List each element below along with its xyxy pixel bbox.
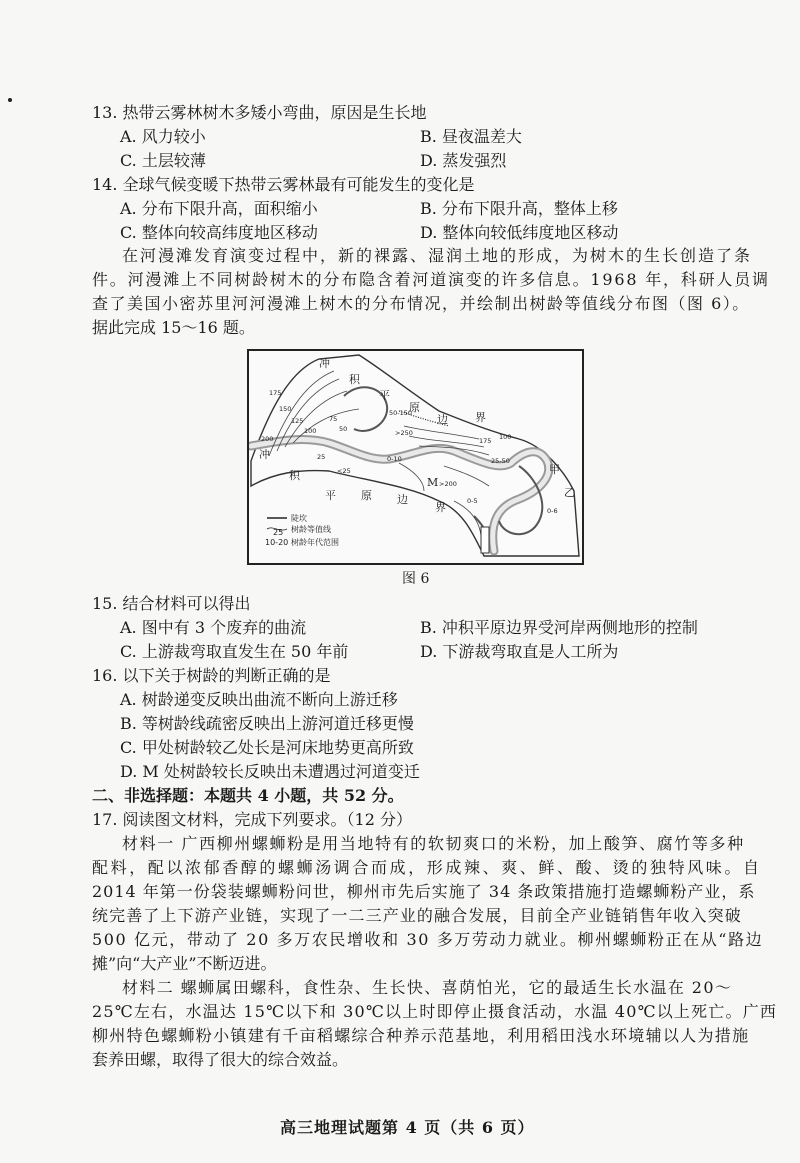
legend-range: 树龄年代范围 — [291, 538, 339, 547]
page-speck — [8, 98, 12, 102]
tree-age-map — [249, 351, 582, 563]
material-1-line-2: 配料，配以浓郁香醇的螺蛳汤调合而成，形成辣、爽、鲜、酸、烫的独特风味。自 — [92, 858, 762, 877]
q13-option-a: A. 风力较小 — [120, 127, 206, 146]
material-1-line-6: 摊”向“大产业”不断迈进。 — [92, 954, 277, 973]
isoline-value-150: 150 — [279, 405, 292, 413]
q16-option-b: B. 等树龄线疏密反映出上游河道迁移更慢 — [120, 714, 414, 733]
isoline-value-100: 100 — [304, 427, 317, 435]
q13-option-c: C. 土层较薄 — [120, 151, 206, 170]
q16-option-d: D. M 处树龄较长反映出未遭遇过河道变迁 — [120, 762, 420, 781]
range-under-25: <25 — [337, 467, 351, 475]
material-1-line-3: 2014 年第一份袋装螺蛳粉问世，柳州市先后实施了 34 条政策措施打造螺蛳粉产业，系 — [92, 882, 756, 901]
q15-option-a: A. 图中有 3 个废弃的曲流 — [120, 618, 307, 637]
legend-scarp: 陡坎 — [291, 514, 307, 523]
label-top-ping: 平 — [379, 389, 390, 402]
material-2-line-4: 套养田螺，取得了很大的综合效益。 — [92, 1050, 349, 1069]
q17-stem: 17. 阅读图文材料，完成下列要求。（12 分） — [92, 810, 412, 829]
page-footer: 高三地理试题第 4 页（共 6 页） — [280, 1118, 535, 1137]
label-top-chong: 冲 — [319, 357, 330, 370]
intro-line-3: 查了美国小密苏里河河漫滩上树木的分布情况，并绘制出树龄等值线分布图（图 6）。 — [92, 294, 750, 313]
isoline-value-200: 200 — [261, 435, 274, 443]
q14-option-d: D. 整体向较低纬度地区移动 — [420, 223, 619, 242]
q14-option-b: B. 分布下限升高，整体上移 — [420, 199, 618, 218]
q16-stem: 16. 以下关于树龄的判断正确的是 — [92, 666, 331, 685]
material-1-line-5: 500 亿元，带动了 20 多万农民增收和 30 多万劳动力就业。柳州螺蛳粉正在从“路边 — [92, 930, 764, 949]
material-2-line-2: 25℃左右，水温达 15℃以下和 30℃以上时即停止摄食活动，水温 40℃以上死亡。广西 — [92, 1002, 778, 1021]
label-m: M — [427, 476, 439, 489]
q15-option-c: C. 上游裁弯取直发生在 50 年前 — [120, 642, 349, 661]
isoline-value-125: 125 — [291, 417, 304, 425]
q15-option-b: B. 冲积平原边界受河岸两侧地形的控制 — [420, 618, 698, 637]
label-top-ji: 积 — [349, 373, 360, 386]
isoline-value-50: 50 — [339, 425, 348, 433]
intro-line-4: 据此完成 15～16 题。 — [92, 318, 255, 337]
legend-isoline: 树龄等值线 — [291, 525, 331, 534]
q13-stem: 13. 热带云雾林树木多矮小弯曲，原因是生长地 — [92, 103, 427, 122]
intro-line-2: 件。河漫滩上不同树龄树木的分布隐含着河道演变的许多信息。1968 年，科研人员调 — [92, 270, 770, 289]
material-2-line-1: 材料二 螺蛳属田螺科，食性杂、生长快、喜荫怕光，它的最适生长水温在 20～ — [122, 978, 733, 997]
label-bot-yuan: 原 — [361, 489, 372, 502]
range-50-150: 50-150 — [389, 409, 413, 417]
q14-stem: 14. 全球气候变暖下热带云雾林最有可能发生的变化是 — [92, 175, 475, 194]
isoline-value-175: 175 — [269, 389, 282, 397]
range-over-250: >250 — [395, 429, 413, 437]
q13-option-b: B. 昼夜温差大 — [420, 127, 522, 146]
label-top-yuan: 原 — [409, 401, 420, 414]
q16-option-c: C. 甲处树龄较乙处长是河床地势更高所致 — [120, 738, 414, 757]
figure-6-tree-age-map — [247, 349, 584, 565]
channel-structure — [481, 527, 489, 553]
label-bot-bian: 边 — [397, 493, 408, 506]
range-25-50: 25-50 — [491, 457, 510, 465]
legend-range-value: 10-20 — [265, 538, 289, 547]
label-top-jie: 界 — [475, 411, 486, 424]
isoline-value-175-b: 175 — [479, 437, 492, 445]
range-0-5: 0-5 — [467, 497, 478, 505]
label-jia: 甲 — [549, 463, 560, 476]
label-bot-ping: 平 — [325, 489, 336, 502]
range-0-10: 0-10 — [387, 455, 402, 463]
q15-stem: 15. 结合材料可以得出 — [92, 594, 251, 613]
legend-isoline-value: 25 — [273, 528, 284, 537]
intro-line-1: 在河漫滩发育演变过程中，新的裸露、湿润土地的形成，为树木的生长创造了条 — [122, 246, 753, 265]
label-top-bian: 边 — [437, 413, 448, 426]
range-0-6: 0-6 — [547, 507, 558, 515]
label-bot-chong: 冲 — [259, 448, 270, 461]
label-yi: 乙 — [564, 486, 575, 499]
isoline-value-25: 25 — [317, 453, 326, 461]
q13-option-d: D. 蒸发强烈 — [420, 151, 507, 170]
material-2-line-3: 柳州特色螺蛳粉小镇建有千亩稻螺综合种养示范基地，利用稻田浅水环境辅以人为措施 — [92, 1026, 750, 1045]
q15-option-d: D. 下游裁弯取直是人工所为 — [420, 642, 619, 661]
material-1-line-4: 统完善了上下游产业链，实现了一二三产业的融合发展，目前全产业链销售年收入突破 — [92, 906, 742, 925]
label-bot-ji: 积 — [289, 469, 300, 482]
q14-option-c: C. 整体向较高纬度地区移动 — [120, 223, 318, 242]
figure-caption: 图 6 — [402, 571, 430, 587]
label-bot-jie: 界 — [435, 501, 446, 514]
q16-option-a: A. 树龄递变反映出曲流不断向上游迁移 — [120, 690, 398, 709]
q14-option-a: A. 分布下限升高，面积缩小 — [120, 199, 318, 218]
section-2-heading: 二、非选择题：本题共 4 小题，共 52 分。 — [92, 786, 404, 805]
material-1-line-1: 材料一 广西柳州螺蛳粉是用当地特有的软韧爽口的米粉，加上酸笋、腐竹等多种 — [122, 834, 745, 853]
isoline-value-75: 75 — [329, 415, 338, 423]
value-m-over-200: >200 — [439, 480, 457, 488]
isoline-value-100-b: 100 — [499, 433, 512, 441]
